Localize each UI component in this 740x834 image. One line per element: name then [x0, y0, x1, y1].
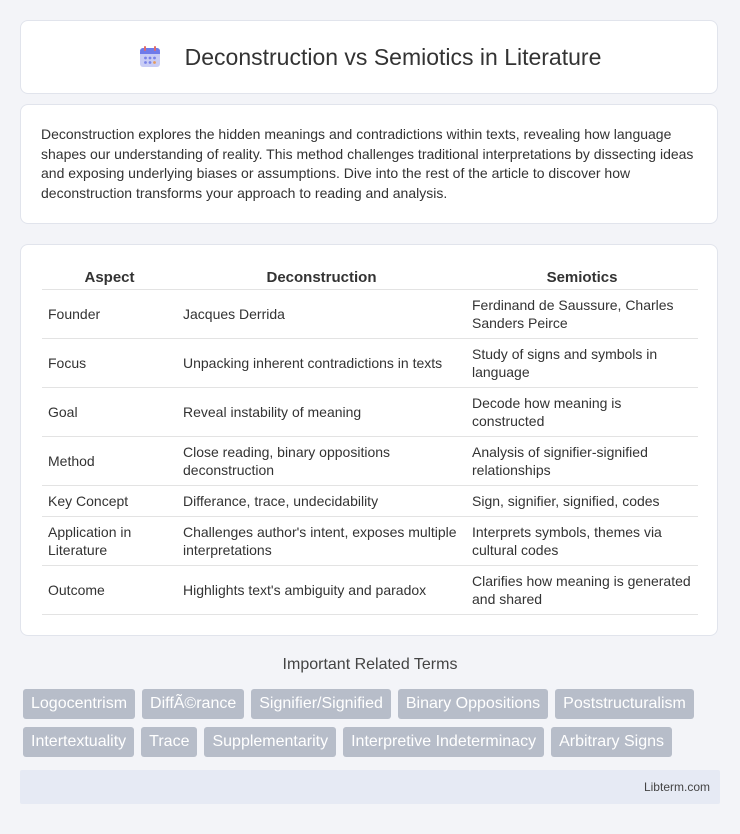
- table-cell: Key Concept: [42, 486, 177, 517]
- table-row: [42, 566, 698, 615]
- table-cell: Method: [42, 437, 177, 486]
- related-term-tag[interactable]: Arbitrary Signs: [551, 727, 672, 757]
- table-header-row: [42, 265, 698, 290]
- related-term-tag[interactable]: Intertextuality: [23, 727, 134, 757]
- table-row: [42, 339, 698, 388]
- table-cell: Clarifies how meaning is generated and shared: [466, 566, 698, 615]
- table-cell: Interprets symbols, themes via cultural codes: [466, 517, 698, 566]
- table-cell: Jacques Derrida: [177, 290, 466, 339]
- related-term-tag[interactable]: Interpretive Indeterminacy: [343, 727, 544, 757]
- table-cell: Sign, signifier, signified, codes: [466, 486, 698, 517]
- column-header: Deconstruction: [177, 265, 466, 290]
- related-term-tag[interactable]: Poststructuralism: [555, 689, 694, 719]
- table-row: [42, 388, 698, 437]
- related-term-tag[interactable]: Logocentrism: [23, 689, 135, 719]
- table-row: [42, 437, 698, 486]
- footer: [20, 770, 720, 804]
- table-cell: Application in Literature: [42, 517, 177, 566]
- comparison-table-card: [20, 244, 718, 636]
- related-terms-list: [23, 689, 719, 757]
- table-cell: Outcome: [42, 566, 177, 615]
- table-cell: Challenges author's intent, exposes multiple interpretations: [177, 517, 466, 566]
- table-cell: Decode how meaning is constructed: [466, 388, 698, 437]
- column-header: Aspect: [42, 265, 177, 290]
- comparison-table: [42, 265, 698, 615]
- table-cell: Goal: [42, 388, 177, 437]
- calendar-icon: [137, 44, 163, 70]
- footer-site-link[interactable]: Libterm.com: [643, 780, 710, 794]
- table-cell: Differance, trace, undecidability: [177, 486, 466, 517]
- header-card: [20, 20, 718, 94]
- intro-card: [20, 104, 718, 224]
- table-cell: Ferdinand de Saussure, Charles Sanders Peirce: [466, 290, 698, 339]
- table-cell: Study of signs and symbols in language: [466, 339, 698, 388]
- related-term-tag[interactable]: Binary Oppositions: [398, 689, 548, 719]
- related-term-tag[interactable]: DiffÃ©rance: [142, 689, 244, 719]
- related-term-tag[interactable]: Trace: [141, 727, 197, 757]
- table-cell: Highlights text's ambiguity and paradox: [177, 566, 466, 615]
- table-cell: Analysis of signifier-signified relationships: [466, 437, 698, 486]
- table-cell: Reveal instability of meaning: [177, 388, 466, 437]
- intro-text: Deconstruction explores the hidden meanings and contradictions within texts, revealing how language shapes our understanding of reality. This method challenges traditional interpretations by dissecting ideas and exposing underlying biases or assumptions. Dive into the rest of the article to discover how deconstruction transforms your approach to reading and analysis.: [41, 126, 694, 201]
- page-title-text: Deconstruction vs Semiotics in Literature: [184, 43, 602, 70]
- table-cell: Focus: [42, 339, 177, 388]
- table-cell: Unpacking inherent contradictions in texts: [177, 339, 466, 388]
- table-row: [42, 486, 698, 517]
- table-row: [42, 517, 698, 566]
- table-cell: Founder: [42, 290, 177, 339]
- column-header: Semiotics: [466, 265, 698, 290]
- table-row: [42, 290, 698, 339]
- related-term-tag[interactable]: Supplementarity: [204, 727, 336, 757]
- related-term-tag[interactable]: Signifier/Signified: [251, 689, 391, 719]
- related-terms-title: Important Related Terms: [282, 656, 458, 673]
- table-cell: Close reading, binary oppositions deconstruction: [177, 437, 466, 486]
- page-title: [137, 44, 602, 71]
